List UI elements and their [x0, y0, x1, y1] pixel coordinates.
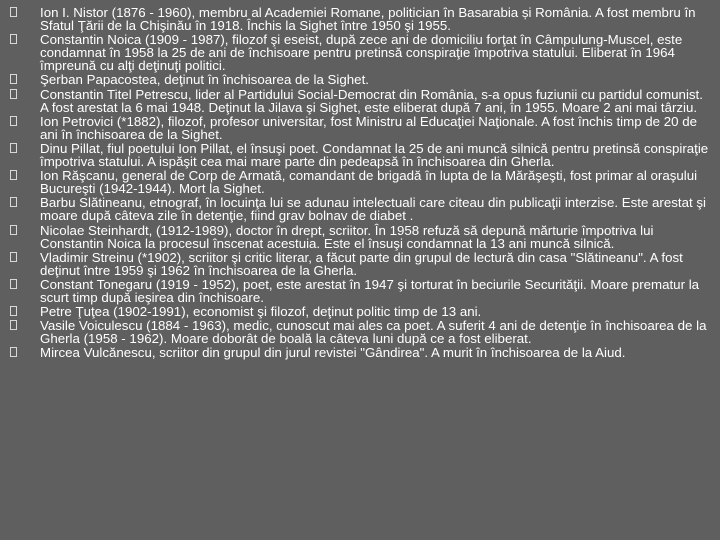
list-item	[10, 346, 714, 359]
list-item-text: Vladimir Streinu (*1902), scriitor şi critic literar, a făcut parte din grupul de lectură din casa "Slătineanu". A fost deţinut între 1959 şi 1962 în închisoarea de la Gherla.	[40, 249, 683, 278]
list-item-text: Constant Tonegaru (1919 - 1952), poet, este arestat în 1947 şi torturat în beciurile Securităţii. Moare prematur la scurt timp după ieşirea din închisoare.	[40, 276, 700, 305]
list-item	[10, 33, 714, 72]
list-item	[10, 88, 714, 114]
list-item	[10, 278, 714, 304]
missing-glyph-box-icon	[10, 89, 17, 99]
missing-glyph-box-icon	[10, 347, 17, 357]
missing-glyph-box-icon	[10, 170, 17, 180]
list-item	[10, 169, 714, 195]
list-item-text: Ion Răşcanu, general de Corp de Armată, comandant de brigadă în lupta de la Mărăşeşti, fost primar al oraşului Bucureşti (1942-1944). Mort la Sighet.	[40, 168, 698, 197]
list-item-text: Şerban Papacostea, deţinut în închisoarea de la Sighet.	[40, 72, 369, 88]
list-item	[10, 251, 714, 277]
list-item	[10, 305, 714, 318]
list-item	[10, 319, 714, 345]
list-item	[10, 224, 714, 250]
list-item-text: Constantin Titel Petrescu, lider al Partidului Social-Democrat din România, s-a opus fuziunii cu partidul comunist. A fost arestat la 6 mai 1948. Deţinut la Jilava şi Sighet, este eliberat după 7 ani, în 1955. Moare 2 ani mai târziu.	[40, 86, 703, 115]
list-item	[10, 142, 714, 168]
list-item-text: Nicolae Steinhardt, (1912-1989), doctor în drept, scriitor. În 1958 refuză să depună mărturie împotriva lui Constantin Noica la procesul înscenat acestuia. Este el însuşi condamnat la 13 ani muncă silnică.	[40, 222, 654, 251]
missing-glyph-box-icon	[10, 74, 17, 84]
missing-glyph-box-icon	[10, 279, 17, 289]
list-item	[10, 115, 714, 141]
missing-glyph-box-icon	[10, 116, 17, 126]
missing-glyph-box-icon	[10, 225, 17, 235]
list-item-text: Ion I. Nistor (1876 - 1960), membru al Academiei Romane, politician în Basarabia și România. A fost membru în Sfatul Ţării de la Chişinău în 1918. Închis la Sighet între 1950 şi 1955.	[40, 5, 696, 34]
list-item-text: Constantin Noica (1909 - 1987), filozof şi eseist, după zece ani de domiciliu forţat în Câmpulung-Muscel, este condamnat în 1958 la 25 de ani de închisoare pentru pretinsă conspiraţie împotriva statului. Eliberat în 1964 împreună cu alţi deţinuţi politici.	[40, 32, 683, 74]
missing-glyph-box-icon	[10, 143, 17, 153]
missing-glyph-box-icon	[10, 252, 17, 262]
list-item	[10, 196, 714, 222]
missing-glyph-box-icon	[10, 306, 17, 316]
list-item	[10, 73, 714, 86]
list-item-text: Dinu Pillat, fiul poetului Ion Pillat, el însuşi poet. Condamnat la 25 de ani muncă silnică pentru pretinsă conspiraţie împotriva statului. A ispăşit cea mai mare parte din pedeapsă în închisoarea din Gherla.	[40, 140, 709, 170]
list-item-text: Petre Ţuţea (1902-1991), economist şi filozof, deţinut politic timp de 13 ani.	[40, 304, 482, 320]
prisoner-bullet-list	[10, 6, 714, 360]
list-item-text: Mircea Vulcănescu, scriitor din grupul din jurul revistei "Gândirea". A murit în închisoarea de la Aiud.	[40, 345, 626, 361]
list-item-text: Ion Petrovici (*1882), filozof, profesor universitar, fost Ministru al Educaţiei Naţionale. A fost închis timp de 20 de ani în închisoarea de la Sighet.	[40, 113, 698, 142]
missing-glyph-box-icon	[10, 7, 17, 17]
missing-glyph-box-icon	[10, 320, 17, 330]
list-item-text: Barbu Slătineanu, etnograf, în locuinţa lui se adunau intelectuali care citeau din publicaţii interzise. Este arestat şi moare după câteva zile în detenţie, fiind grav bolnav de diabet .	[40, 195, 706, 224]
list-item	[10, 6, 714, 32]
missing-glyph-box-icon	[10, 197, 17, 207]
missing-glyph-box-icon	[10, 34, 17, 44]
list-item-text: Vasile Voiculescu (1884 - 1963), medic, cunoscut mai ales ca poet. A suferit 4 ani de detenţie în închisoarea de la Gherla (1958 - 1962). Moare doborât de boală la câteva luni după ce a fost eliberat.	[40, 318, 707, 347]
